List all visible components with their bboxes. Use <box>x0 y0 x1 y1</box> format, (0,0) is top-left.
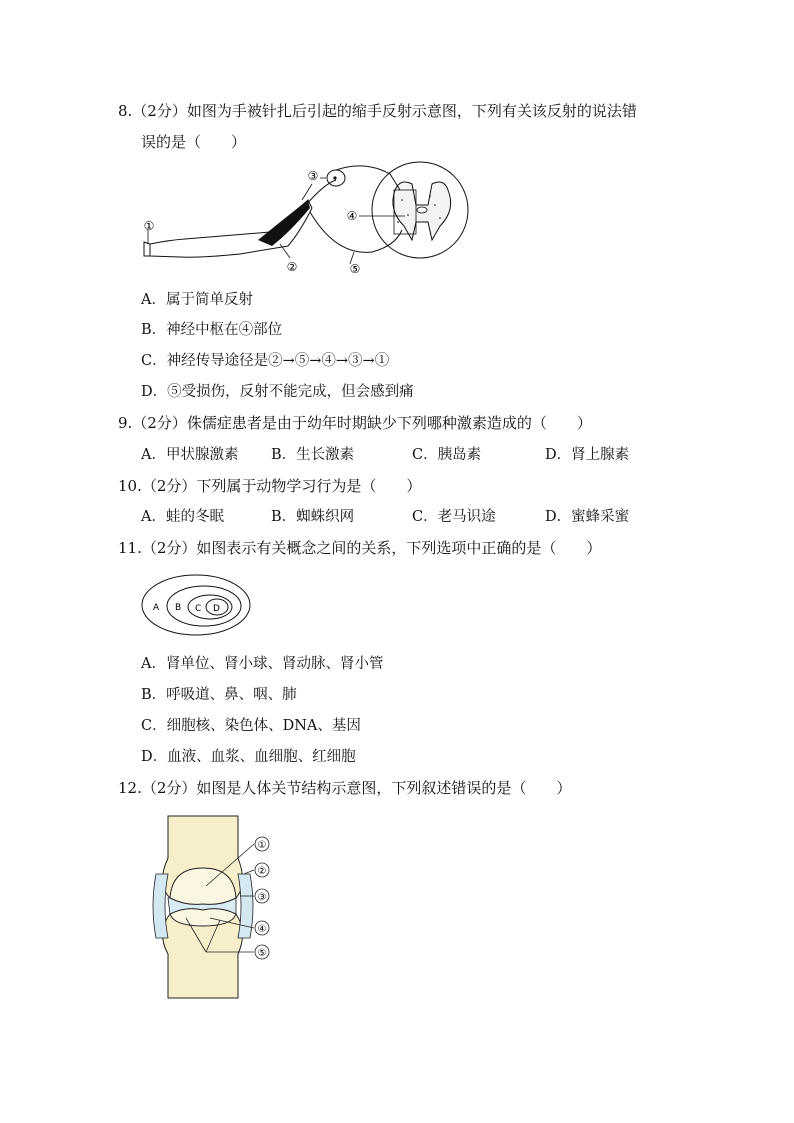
q9-options <box>141 445 661 465</box>
q9-option-a: A．甲状腺激素 <box>141 447 239 463</box>
reflex-arc-figure <box>140 160 500 280</box>
q9-option-b: B．生长激素 <box>271 447 355 463</box>
q10-option-a: A．蛙的冬眠 <box>141 509 224 525</box>
q9-option-c: C．胰岛素 <box>412 447 482 463</box>
q8-stem-line2: 误的是（ ） <box>141 133 247 151</box>
q8-option-a: A．属于简单反射 <box>141 292 253 308</box>
q10-options <box>141 507 661 527</box>
joint-structure-figure <box>140 814 274 1000</box>
q10-option-b: B．蜘蛛织网 <box>271 509 355 525</box>
q11-stem: 11.（2分）如图表示有关概念之间的关系，下列选项中正确的是（ ） <box>118 539 602 557</box>
q8-label-4: ④ <box>346 209 358 223</box>
q12-label-3: ③ <box>257 892 267 903</box>
q8-option-c: C．神经传导途径是②→⑤→④→③→① <box>141 353 390 369</box>
q11-option-c: C．细胞核、染色体、DNA、基因 <box>141 718 361 734</box>
q12-label-4: ④ <box>257 924 267 935</box>
q8-label-2: ② <box>286 260 298 274</box>
q8-label-1: ① <box>143 219 155 233</box>
nested-concepts-figure <box>140 572 254 638</box>
q9-stem: 9.（2分）侏儒症患者是由于幼年时期缺少下列哪种激素造成的（ ） <box>118 414 592 432</box>
q11-option-b: B．呼吸道、鼻、咽、肺 <box>141 687 297 703</box>
q10-option-c: C．老马识途 <box>412 509 496 525</box>
q10-option-d: D．蜜蜂采蜜 <box>545 509 630 525</box>
q8-label-5: ⑤ <box>349 262 361 276</box>
q11-label-c: C <box>195 604 202 614</box>
q12-label-1: ① <box>257 840 267 851</box>
q8-option-d: D．⑤受损伤，反射不能完成，但会感到痛 <box>141 384 414 400</box>
q10-stem: 10.（2分）下列属于动物学习行为是（ ） <box>118 477 422 495</box>
q11-label-d: D <box>213 604 220 614</box>
q8-label-3: ③ <box>307 169 319 183</box>
q12-label-5: ⑤ <box>257 948 267 959</box>
q11-option-a: A．肾单位、肾小球、肾动脉、肾小管 <box>141 656 384 672</box>
q11-label-b: B <box>175 603 182 613</box>
q11-label-a: A <box>153 603 160 613</box>
q9-option-d: D．肾上腺素 <box>545 447 630 463</box>
q12-label-2: ② <box>257 866 267 877</box>
q8-stem-line1: 8.（2分）如图为手被针扎后引起的缩手反射示意图，下列有关该反射的说法错 <box>118 102 637 120</box>
q11-option-d: D．血液、血浆、血细胞、红细胞 <box>141 749 356 765</box>
q12-stem: 12.（2分）如图是人体关节结构示意图，下列叙述错误的是（ ） <box>118 779 572 797</box>
q8-option-b: B．神经中枢在④部位 <box>141 322 283 338</box>
